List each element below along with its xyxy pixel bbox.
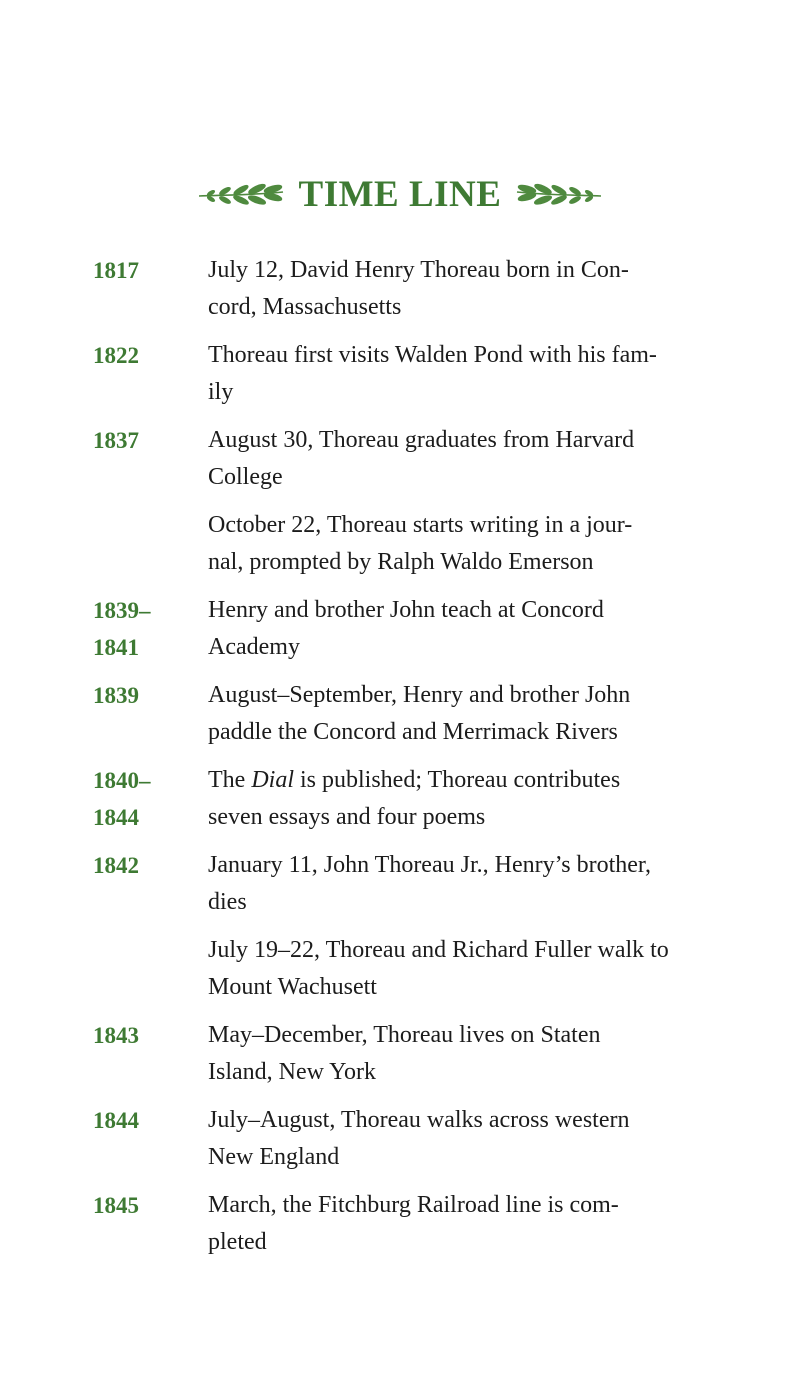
- timeline-description: [208, 1102, 753, 1176]
- timeline-description-line: August–September, Henry and brother John: [208, 682, 631, 708]
- leaf-sprig-icon: [195, 179, 287, 209]
- timeline-year: [93, 847, 193, 884]
- timeline-description-line: August 30, Thoreau graduates from Harvard: [208, 427, 635, 453]
- text-segment: is published; Thoreau contributes: [293, 767, 621, 793]
- timeline-entry: [0, 1187, 800, 1261]
- timeline-description-line: May–December, Thoreau lives on Staten: [208, 1022, 601, 1048]
- timeline-year-text: 1843: [93, 1023, 139, 1048]
- timeline-entry: [0, 592, 800, 666]
- timeline-description-line: New England: [208, 1144, 340, 1170]
- timeline-description-line: Mount Wachusett: [208, 974, 377, 1000]
- timeline-description-line: Academy: [208, 634, 300, 660]
- timeline-description: [208, 677, 753, 751]
- timeline-year-text: 1839–: [93, 598, 151, 623]
- timeline-year-text: 1845: [93, 1193, 139, 1218]
- timeline-description-line: July 19–22, Thoreau and Richard Fuller walk to: [208, 937, 669, 963]
- timeline-description-line: ily: [208, 379, 234, 405]
- timeline-year: [93, 422, 193, 459]
- timeline-description-line: paddle the Concord and Merrimack Rivers: [208, 719, 618, 745]
- timeline-description-line: October 22, Thoreau starts writing in a jour-: [208, 512, 633, 538]
- timeline-entry: [0, 762, 800, 836]
- timeline-year-text: 1822: [93, 343, 139, 368]
- timeline-description-line: [208, 799, 753, 836]
- timeline-entry: [0, 507, 800, 581]
- timeline-entry: [0, 1017, 800, 1091]
- timeline-entry: [0, 252, 800, 326]
- timeline-description-line: July–August, Thoreau walks across western: [208, 1107, 630, 1133]
- timeline-year: [93, 337, 193, 374]
- timeline-year: [93, 592, 193, 666]
- timeline-year-text: 1840–: [93, 768, 151, 793]
- timeline-description: [208, 847, 753, 921]
- timeline-entry: [0, 337, 800, 411]
- timeline-description-line: Henry and brother John teach at Concord: [208, 597, 604, 623]
- timeline-entry: [0, 932, 800, 1006]
- timeline-year-text: 1839: [93, 683, 139, 708]
- timeline-entry: [0, 847, 800, 921]
- timeline-description: [208, 252, 753, 326]
- timeline-description: [208, 337, 753, 411]
- timeline-description-line: July 12, David Henry Thoreau born in Con-: [208, 257, 629, 283]
- timeline-year: [93, 677, 193, 714]
- timeline-entry: [0, 422, 800, 496]
- timeline-description-line: Thoreau first visits Walden Pond with his fam-: [208, 342, 657, 368]
- timeline-description: [208, 932, 753, 1006]
- timeline-year: [93, 1187, 193, 1224]
- timeline-year-text: 1844: [93, 1108, 139, 1133]
- leaf-sprig-icon: [513, 179, 605, 209]
- timeline-year-text: 1842: [93, 853, 139, 878]
- timeline-entry: [0, 677, 800, 751]
- timeline-description-line: dies: [208, 889, 247, 915]
- page-title: TIME LINE: [298, 173, 502, 215]
- timeline-year: [93, 762, 193, 836]
- timeline-year-text: 1837: [93, 428, 139, 453]
- timeline-description-line: cord, Massachusetts: [208, 294, 402, 320]
- timeline-year: [93, 1102, 193, 1139]
- text-segment: seven essays and four poems: [208, 804, 486, 830]
- timeline-year: [93, 1017, 193, 1054]
- timeline-description: [208, 507, 753, 581]
- timeline-description-line: College: [208, 464, 283, 490]
- timeline-description: [208, 592, 753, 666]
- timeline-entry: [0, 1102, 800, 1176]
- text-segment: The: [208, 767, 252, 793]
- timeline-year-text: 1841: [93, 635, 139, 660]
- timeline-description-line: Island, New York: [208, 1059, 376, 1085]
- timeline-year: [93, 252, 193, 289]
- timeline-description-line: March, the Fitchburg Railroad line is com-: [208, 1192, 619, 1218]
- timeline-description-line: pleted: [208, 1229, 267, 1255]
- timeline-description-line: nal, prompted by Ralph Waldo Emerson: [208, 549, 594, 575]
- timeline-list: [0, 252, 800, 1272]
- timeline-description: [208, 1187, 753, 1261]
- timeline-description-line: [208, 762, 753, 799]
- timeline-year-text: 1817: [93, 258, 139, 283]
- timeline-description: [208, 422, 753, 496]
- timeline-description: [208, 1017, 753, 1091]
- timeline-header: [0, 166, 800, 222]
- timeline-year-text: 1844: [93, 805, 139, 830]
- timeline-description-line: January 11, John Thoreau Jr., Henry’s brother,: [208, 852, 651, 878]
- italic-title: Dial: [251, 767, 294, 793]
- timeline-description: [208, 762, 753, 836]
